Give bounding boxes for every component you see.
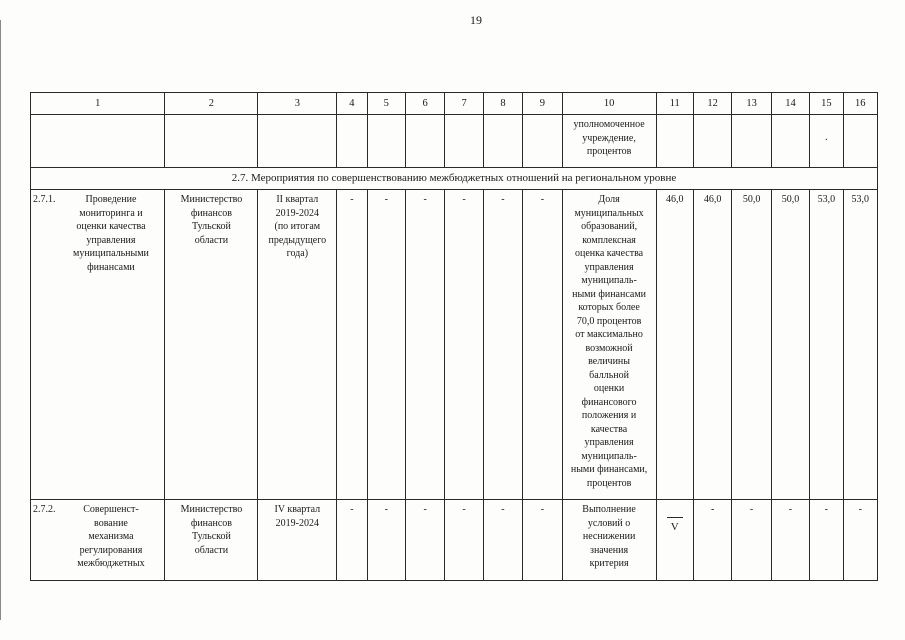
- value-cell-5: -: [367, 500, 405, 581]
- cell-empty: [483, 115, 522, 168]
- value-cell-6: -: [405, 190, 444, 500]
- cell-empty: [258, 115, 337, 168]
- continuation-row: [31, 115, 878, 168]
- header-row: [31, 93, 878, 115]
- page-left-edge: [0, 20, 1, 620]
- value-cell-15: 53,0: [810, 190, 843, 500]
- table-row: [31, 190, 878, 500]
- cell-empty: [405, 115, 444, 168]
- column-header-10: 10: [562, 93, 656, 115]
- value-cell-8: -: [483, 500, 522, 581]
- value-cell-14: 50,0: [771, 190, 809, 500]
- indicator-cell: Выполнение условий о неснижении значения критерия: [562, 500, 656, 581]
- value-cell-16: 53,0: [843, 190, 877, 500]
- value-cell-11: [656, 500, 693, 581]
- value-cell-5: -: [367, 190, 405, 500]
- value-cell-16: -: [843, 500, 877, 581]
- activity-cell: [31, 190, 165, 500]
- cell-empty: [337, 115, 367, 168]
- period-cell: IV квартал 2019-2024: [258, 500, 337, 581]
- column-header-13: 13: [732, 93, 771, 115]
- column-header-12: 12: [693, 93, 731, 115]
- value-cell-9: -: [523, 190, 562, 500]
- cell-empty: [165, 115, 258, 168]
- cell-empty: [445, 115, 483, 168]
- value-cell-11: 46,0: [656, 190, 693, 500]
- check-mark-icon: V: [667, 517, 683, 535]
- column-header-11: 11: [656, 93, 693, 115]
- executor-cell: Министерство финансов Тульской области: [165, 500, 258, 581]
- table-row: [31, 500, 878, 581]
- cell-empty: [656, 115, 693, 168]
- value-cell-13: 50,0: [732, 190, 771, 500]
- value-cell-6: -: [405, 500, 444, 581]
- period-cell: II квартал 2019-2024 (по итогам предыдущего года): [258, 190, 337, 500]
- value-cell-7: -: [445, 190, 483, 500]
- column-header-16: 16: [843, 93, 877, 115]
- indicator-cell: Доля муниципальных образований, комплексная оценка качества управления муниципаль- ными финансами которых более 70,0 процентов от максимально возможной величины балльной оценки финансового положения и качества управления муниципаль- ными финансами, процентов: [562, 190, 656, 500]
- cell-empty: [843, 115, 877, 168]
- value-cell-8: -: [483, 190, 522, 500]
- cell-empty: [367, 115, 405, 168]
- column-header-3: 3: [258, 93, 337, 115]
- cell-empty: [771, 115, 809, 168]
- cell-empty: [31, 115, 165, 168]
- column-header-4: 4: [337, 93, 367, 115]
- section-title: 2.7. Мероприятия по совершенствованию межбюджетных отношений на региональном уровне: [31, 168, 878, 190]
- column-header-8: 8: [483, 93, 522, 115]
- value-cell-13: -: [732, 500, 771, 581]
- value-cell-7: -: [445, 500, 483, 581]
- row-number: 2.7.2.: [33, 504, 56, 516]
- column-header-14: 14: [771, 93, 809, 115]
- continuation-indicator-cell: уполномоченное учреждение, процентов: [562, 115, 656, 168]
- activity-cell: [31, 500, 165, 581]
- page-number: 19: [470, 13, 482, 27]
- column-header-9: 9: [523, 93, 562, 115]
- value-cell-12: -: [693, 500, 731, 581]
- cell-empty: [693, 115, 731, 168]
- cell-empty: [732, 115, 771, 168]
- continuation-col15-mark: ·: [810, 115, 843, 168]
- section-row: [31, 168, 878, 190]
- column-header-1: 1: [31, 93, 165, 115]
- value-cell-14: -: [771, 500, 809, 581]
- column-header-6: 6: [405, 93, 444, 115]
- column-header-7: 7: [445, 93, 483, 115]
- column-header-5: 5: [367, 93, 405, 115]
- column-header-15: 15: [810, 93, 843, 115]
- column-header-2: 2: [165, 93, 258, 115]
- cell-empty: [523, 115, 562, 168]
- program-activities-table: [30, 92, 878, 581]
- activity-name: Проведение мониторинга и оценки качества управления муниципальными финансами: [73, 194, 149, 273]
- value-cell-12: 46,0: [693, 190, 731, 500]
- value-cell-4: -: [337, 500, 367, 581]
- row-number: 2.7.1.: [33, 194, 56, 206]
- activity-name: Совершенст- вование механизма регулирования межбюджетных: [77, 504, 145, 570]
- value-cell-9: -: [523, 500, 562, 581]
- value-cell-4: -: [337, 190, 367, 500]
- executor-cell: Министерство финансов Тульской области: [165, 190, 258, 500]
- value-cell-15: -: [810, 500, 843, 581]
